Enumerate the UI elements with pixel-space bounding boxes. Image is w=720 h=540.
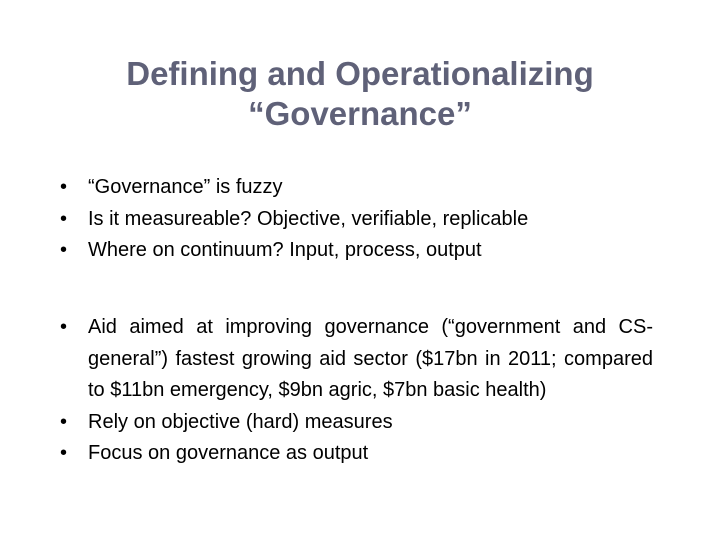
- bullet-item: [60, 438, 660, 470]
- bullet-item: [60, 312, 660, 407]
- bullet-text: “Governance” is fuzzy: [88, 176, 283, 198]
- slide-title-line-1: Defining and Operationalizing: [126, 55, 594, 92]
- bullet-icon: •: [60, 239, 68, 261]
- bullet-item: [60, 204, 660, 236]
- bullet-text: Aid aimed at improving governance (“government and CS-general”) fastest growing aid sector ($17bn in 2011; compared to $11bn emergency, $9bn agric, $7bn basic health): [88, 316, 653, 401]
- slide-title: [60, 54, 660, 134]
- bullet-text: Focus on governance as output: [88, 442, 369, 464]
- bullet-icon: •: [60, 410, 68, 433]
- bullet-text: Is it measureable? Objective, verifiable, replicable: [88, 207, 529, 230]
- bullet-icon: •: [60, 207, 68, 230]
- bullet-item: [60, 407, 660, 439]
- bullet-item: [60, 172, 660, 204]
- bullet-list-2: [60, 312, 660, 470]
- bullet-item: [60, 235, 660, 267]
- bullet-icon: •: [60, 316, 68, 338]
- bullet-text: Where on continuum? Input, process, output: [88, 239, 482, 261]
- bullet-list-1: [60, 172, 660, 267]
- bullet-icon: •: [60, 176, 68, 198]
- bullet-text: Rely on objective (hard) measures: [88, 410, 393, 433]
- bullet-icon: •: [60, 442, 68, 464]
- slide-title-line-2: “Governance”: [248, 95, 472, 132]
